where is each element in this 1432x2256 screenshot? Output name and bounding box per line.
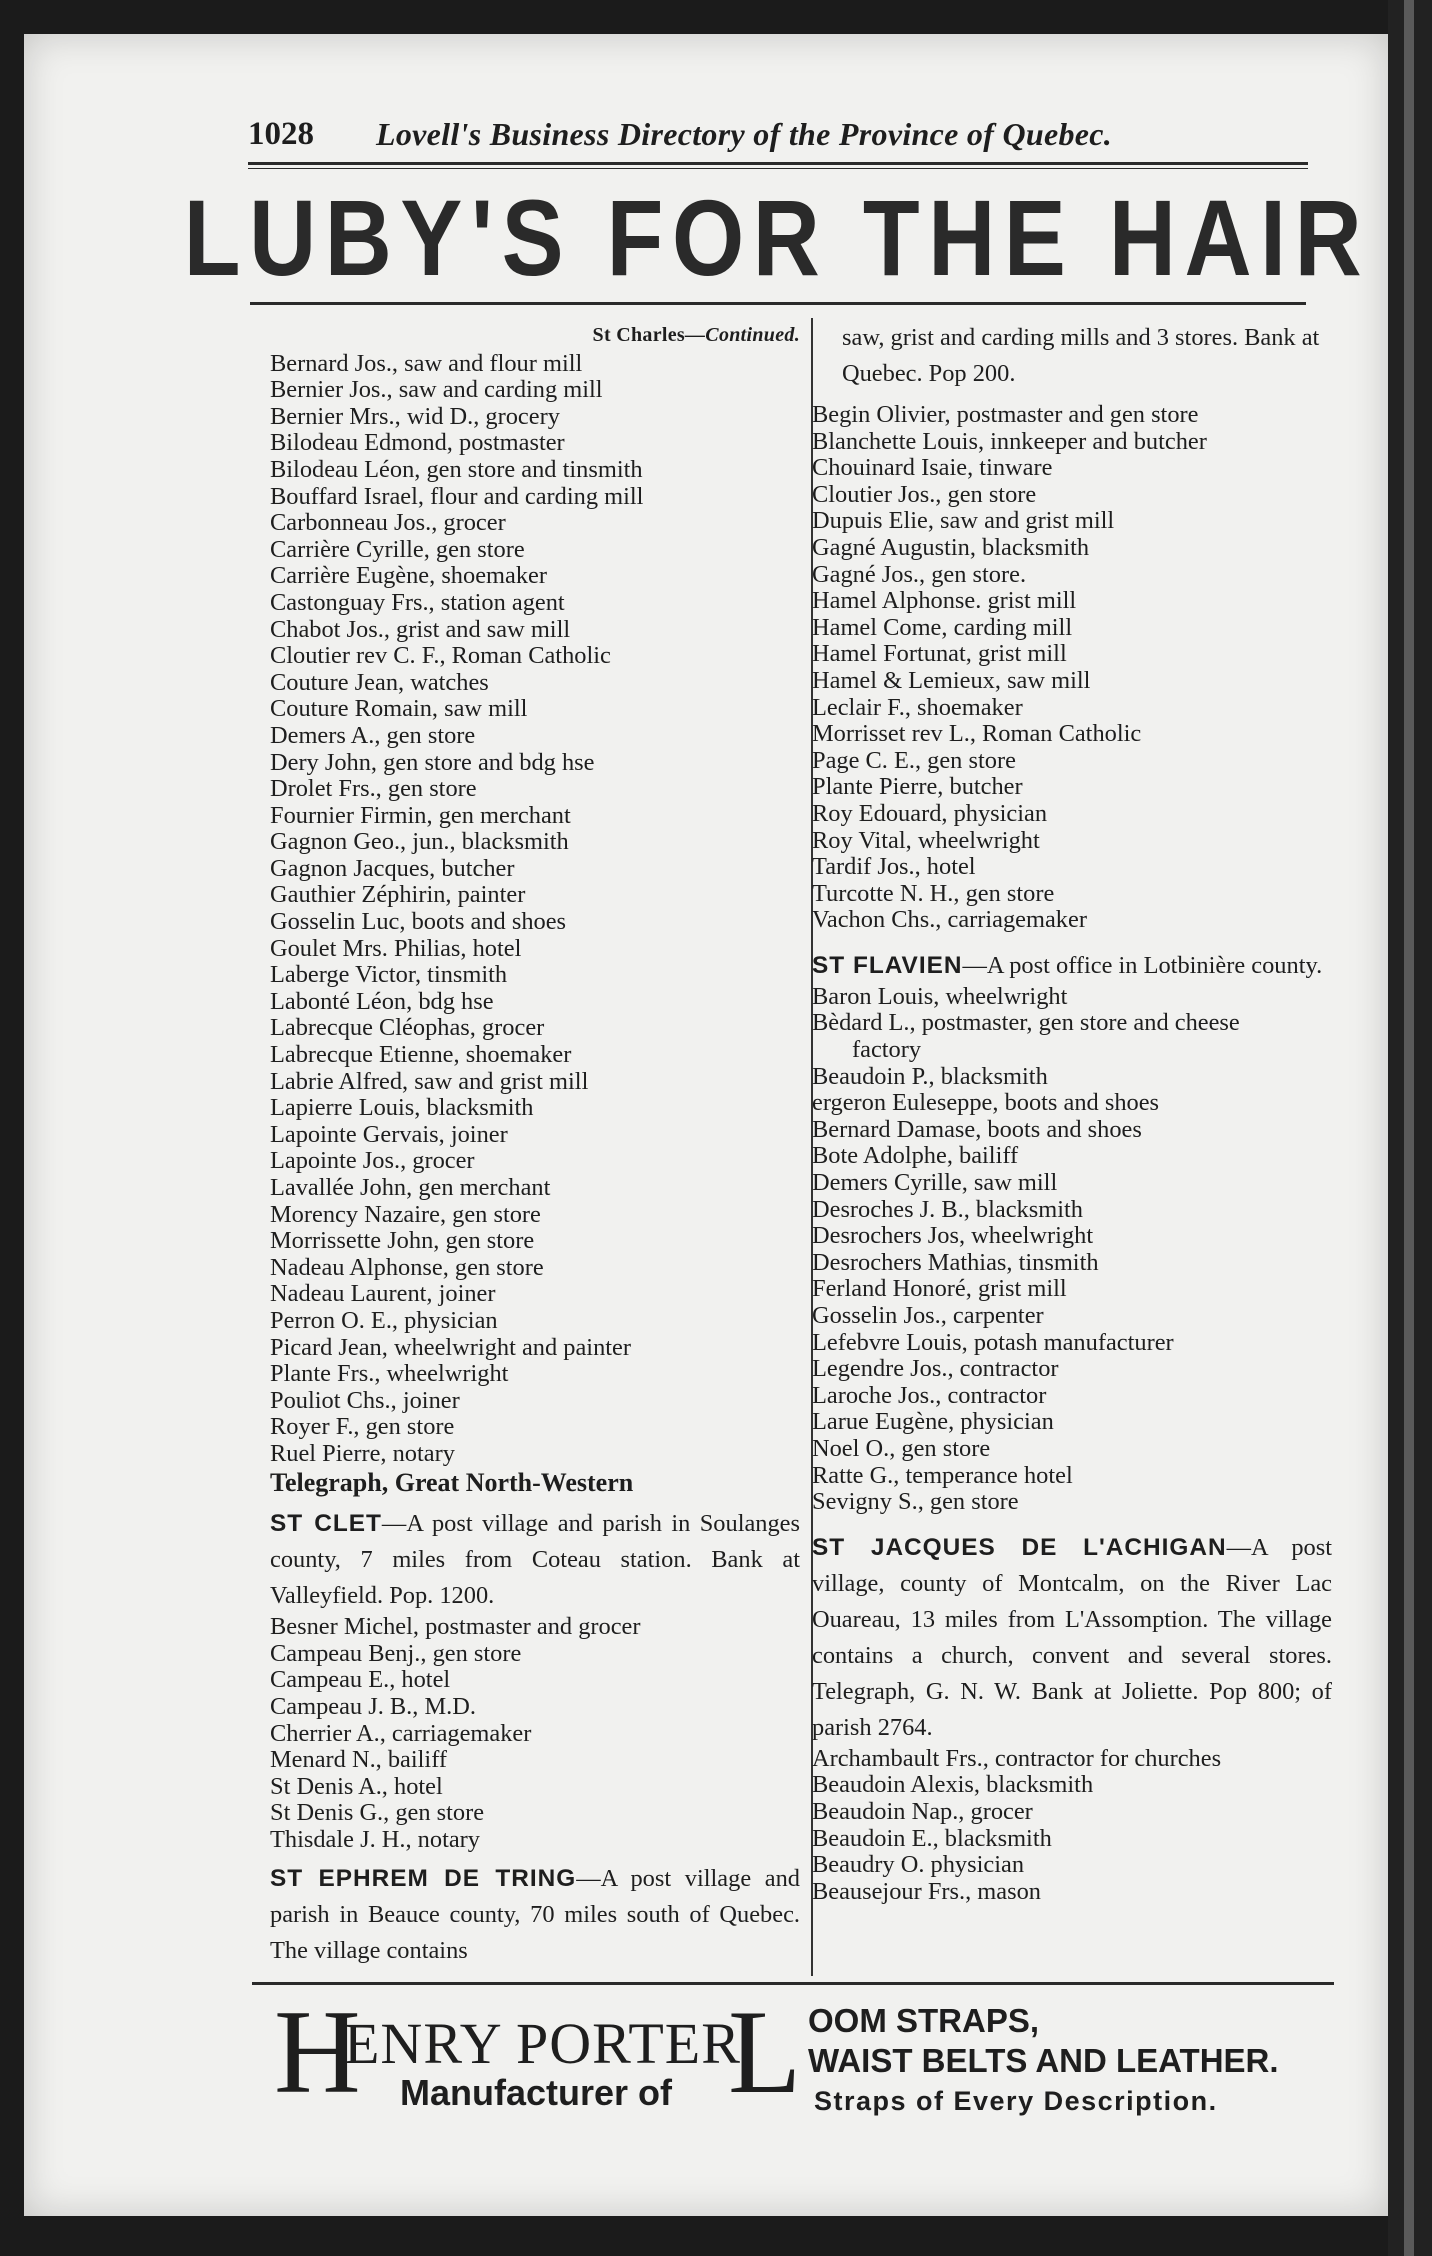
directory-entry: Hamel Fortunat, grist mill xyxy=(812,640,1067,668)
directory-entry: Larue Eugène, physician xyxy=(812,1408,1054,1436)
header-rule-top xyxy=(248,162,1308,165)
directory-entry: Demers A., gen store xyxy=(270,721,476,749)
directory-entry: Noel O., gen store xyxy=(812,1434,991,1462)
henry-porter-advert xyxy=(260,1985,1340,2122)
directory-entry: Turcotte N. H., gen store xyxy=(812,879,1055,907)
directory-entry: Gosselin Jos., carpenter xyxy=(812,1302,1044,1329)
directory-entry: Labonté Léon, bdg hse xyxy=(270,987,494,1015)
directory-entry: Goulet Mrs. Philias, hotel xyxy=(270,934,522,962)
directory-entry: Nadeau Alphonse, gen store xyxy=(270,1253,544,1281)
directory-entry: ergeron Euleseppe, boots and shoes xyxy=(812,1089,1160,1117)
directory-entry: Morency Nazaire, gen store xyxy=(270,1200,541,1228)
directory-entry: Carbonneau Jos., grocer xyxy=(270,509,506,537)
directory-entry: Castonguay Frs., station agent xyxy=(270,588,565,616)
st-clet-description: —A post village and parish in Soulanges county, 7 miles from Coteau station. Bank at Valleyfield. Pop. 1200. xyxy=(270,1510,800,1610)
directory-entry: Hamel & Lemieux, saw mill xyxy=(812,666,1091,694)
directory-entry: Gosselin Luc, boots and shoes xyxy=(270,908,567,936)
directory-entry: Sevigny S., gen store xyxy=(812,1488,1019,1516)
scan-edge-line xyxy=(1404,0,1414,2256)
directory-entry: Plante Frs., wheelwright xyxy=(270,1360,509,1388)
directory-entry: Bernier Jos., saw and carding mill xyxy=(270,376,603,404)
st-flavien-heading xyxy=(812,948,1332,984)
directory-entry: Gauthier Zéphirin, painter xyxy=(270,881,526,909)
st-jacques-name: ST JACQUES DE L'ACHIGAN xyxy=(812,1533,1227,1561)
directory-entry: factory xyxy=(852,1036,922,1064)
directory-entry: Laberge Victor, tinsmith xyxy=(270,961,508,989)
directory-entry: Nadeau Laurent, joiner xyxy=(270,1280,496,1308)
header-rule-thin xyxy=(248,168,1308,169)
directory-entry: Laroche Jos., contractor xyxy=(812,1381,1047,1409)
directory-entry: Roy Edouard, physician xyxy=(812,799,1048,827)
directory-entry: Desrochers Jos, wheelwright xyxy=(812,1222,1094,1250)
directory-entry: Baron Louis, wheelwright xyxy=(812,982,1068,1010)
st-charles-list xyxy=(270,351,800,1468)
directory-entry: Lefebvre Louis, potash manufacturer xyxy=(812,1328,1174,1356)
directory-entry: Bilodeau Léon, gen store and tinsmith xyxy=(270,455,643,483)
directory-entry: Picard Jean, wheelwright and painter xyxy=(270,1333,631,1361)
directory-entry: Tardif Jos., hotel xyxy=(812,853,976,881)
directory-entry: Carrière Eugène, shoemaker xyxy=(270,562,547,590)
directory-entry: Morrisset rev L., Roman Catholic xyxy=(812,720,1142,748)
directory-entry: Demers Cyrille, saw mill xyxy=(812,1169,1058,1197)
directory-entry: Chabot Jos., grist and saw mill xyxy=(270,615,571,643)
running-header xyxy=(224,112,1312,158)
st-ephrem-description: —A post village and parish in Beauce county, 70 miles south of Quebec. The village contains xyxy=(270,1865,800,1965)
directory-entry: Bilodeau Edmond, postmaster xyxy=(270,429,565,457)
advert-initial-l: L xyxy=(728,1985,802,2118)
directory-entry: Labrie Alfred, saw and grist mill xyxy=(270,1067,589,1095)
directory-entry: Vachon Chs., carriagemaker xyxy=(812,906,1087,934)
telegraph-line: Telegraph, Great North-Western xyxy=(270,1467,634,1497)
st-flavien-description: —A post office in Lotbinière county. xyxy=(962,951,1323,979)
directory-entry: Page C. E., gen store xyxy=(812,746,1016,774)
directory-entry: Desroches J. B., blacksmith xyxy=(812,1195,1083,1223)
advert-name: ENRY PORTER, xyxy=(344,2011,757,2076)
directory-entry: Lavallée John, gen merchant xyxy=(270,1174,551,1201)
directory-entry: Gagnon Geo., jun., blacksmith xyxy=(270,828,569,856)
advert-initial-h: H xyxy=(274,1985,361,2118)
directory-entry: Begin Olivier, postmaster and gen store xyxy=(812,401,1199,428)
directory-entry: Dupuis Elie, saw and grist mill xyxy=(812,507,1115,535)
directory-entry: Hamel Alphonse. grist mill xyxy=(812,587,1077,615)
page-number: 1028 xyxy=(248,116,314,152)
continued-heading xyxy=(270,322,800,349)
directory-entry: Hamel Come, carding mill xyxy=(812,613,1073,641)
directory-entry: Gagné Jos., gen store. xyxy=(812,560,1027,588)
directory-entry: Ruel Pierre, notary xyxy=(270,1439,455,1467)
directory-entry: Archambault Frs., contractor for churches xyxy=(812,1744,1222,1772)
directory-entry: Beausejour Frs., mason xyxy=(812,1877,1041,1905)
directory-entry: Royer F., gen store xyxy=(270,1413,455,1441)
directory-entry: St Denis A., hotel xyxy=(270,1772,443,1800)
st-ephrem-continued: saw, grist and carding mills and 3 stores. Bank at Quebec. Pop 200. xyxy=(842,324,1320,387)
advert-manufacturer: Manufacturer of xyxy=(400,2072,673,2113)
directory-entry: Campeau Benj., gen store xyxy=(270,1639,522,1667)
st-clet-heading xyxy=(270,1506,800,1614)
advert-line-1: OOM STRAPS, xyxy=(808,2002,1040,2039)
st-ephrem-name: ST EPHREM DE TRING xyxy=(270,1865,577,1893)
advert-line-3: Straps of Every Description. xyxy=(814,2086,1218,2116)
directory-entry: Pouliot Chs., joiner xyxy=(270,1386,460,1414)
directory-entry: Roy Vital, wheelwright xyxy=(812,826,1040,854)
left-column xyxy=(270,322,800,1969)
directory-entry: Morrissette John, gen store xyxy=(270,1227,535,1255)
directory-entry: Cloutier Jos., gen store xyxy=(812,480,1037,508)
banner-rule-bottom xyxy=(250,302,1306,305)
st-jacques-list xyxy=(812,1746,1332,1906)
directory-entry: Beaudoin Alexis, blacksmith xyxy=(812,1771,1094,1799)
continued-word: —Continued. xyxy=(685,324,800,346)
directory-entry: Chouinard Isaie, tinware xyxy=(812,454,1053,482)
directory-entry: Perron O. E., physician xyxy=(270,1306,498,1334)
directory-entry: Ferland Honoré, grist mill xyxy=(812,1275,1067,1303)
directory-entry: Lapierre Louis, blacksmith xyxy=(270,1094,534,1122)
directory-entry: Desrochers Mathias, tinsmith xyxy=(812,1248,1099,1276)
st-jacques-heading xyxy=(812,1530,1332,1746)
st-ephrem-list xyxy=(812,402,1332,934)
directory-entry: Lapointe Jos., grocer xyxy=(270,1147,475,1175)
directory-entry: Leclair F., shoemaker xyxy=(812,693,1023,721)
directory-entry: Bote Adolphe, bailiff xyxy=(812,1142,1019,1170)
directory-entry: Plante Pierre, butcher xyxy=(812,773,1023,801)
directory-entry: Beaudoin P., blacksmith xyxy=(812,1062,1048,1090)
directory-entry: Gagnon Jacques, butcher xyxy=(270,854,515,882)
st-flavien-list xyxy=(812,984,1332,1516)
directory-entry: Ratte G., temperance hotel xyxy=(812,1461,1073,1489)
directory-entry: Beaudry O. physician xyxy=(812,1851,1025,1879)
directory-entry: Bernier Mrs., wid D., grocery xyxy=(270,402,560,430)
directory-entry: Thisdale J. H., notary xyxy=(270,1825,480,1853)
banner-advert: LUBY'S FOR THE HAIR xyxy=(183,176,1371,298)
st-clet-list xyxy=(270,1614,800,1853)
directory-entry: Drolet Frs., gen store xyxy=(270,775,477,803)
directory-entry: Carrière Cyrille, gen store xyxy=(270,535,525,563)
directory-entry: Lapointe Gervais, joiner xyxy=(270,1120,508,1148)
st-ephrem-heading xyxy=(270,1861,800,1969)
directory-entry: Legendre Jos., contractor xyxy=(812,1355,1059,1383)
running-title: Lovell's Business Directory of the Province of Quebec. xyxy=(376,116,1113,152)
continued-place: St Charles xyxy=(592,324,685,346)
directory-entry: Bernard Damase, boots and shoes xyxy=(812,1115,1142,1143)
advert-line-2: WAIST BELTS AND LEATHER. xyxy=(808,2042,1279,2079)
directory-entry: Beaudoin Nap., grocer xyxy=(812,1797,1033,1825)
st-flavien-name: ST FLAVIEN xyxy=(812,951,963,979)
directory-entry: Blanchette Louis, innkeeper and butcher xyxy=(812,427,1207,455)
directory-entry: Labrecque Etienne, shoemaker xyxy=(270,1041,572,1069)
directory-entry: Menard N., bailiff xyxy=(270,1746,448,1774)
directory-entry: Bernard Jos., saw and flour mill xyxy=(270,349,583,377)
directory-entry: St Denis G., gen store xyxy=(270,1799,485,1827)
directory-entry: Couture Jean, watches xyxy=(270,668,489,696)
directory-entry: Cherrier A., carriagemaker xyxy=(270,1719,532,1747)
directory-entry: Campeau E., hotel xyxy=(270,1666,451,1694)
directory-entry: Cloutier rev C. F., Roman Catholic xyxy=(270,642,611,670)
directory-entry: Beaudoin E., blacksmith xyxy=(812,1824,1052,1852)
directory-entry: Couture Romain, saw mill xyxy=(270,695,528,723)
right-column xyxy=(812,322,1332,1905)
st-clet-name: ST CLET xyxy=(270,1510,382,1538)
directory-entry: Besner Michel, postmaster and grocer xyxy=(270,1613,641,1641)
st-jacques-description: —A post village, county of Montcalm, on the River Lac Ouareau, 13 miles from L'Assomption. The village contains a church, convent and several stores. Telegraph, G. N. W. Bank at Joliette. Pop 800; of parish 2764. xyxy=(812,1533,1332,1741)
directory-entry: Dery John, gen store and bdg hse xyxy=(270,748,595,776)
directory-entry: Bèdard L., postmaster, gen store and cheese xyxy=(812,1009,1240,1037)
directory-entry: Campeau J. B., M.D. xyxy=(270,1692,476,1720)
directory-entry: Gagné Augustin, blacksmith xyxy=(812,533,1090,561)
directory-entry: Fournier Firmin, gen merchant xyxy=(270,801,571,829)
directory-entry: Labrecque Cléophas, grocer xyxy=(270,1014,545,1042)
directory-entry: Bouffard Israel, flour and carding mill xyxy=(270,482,644,510)
